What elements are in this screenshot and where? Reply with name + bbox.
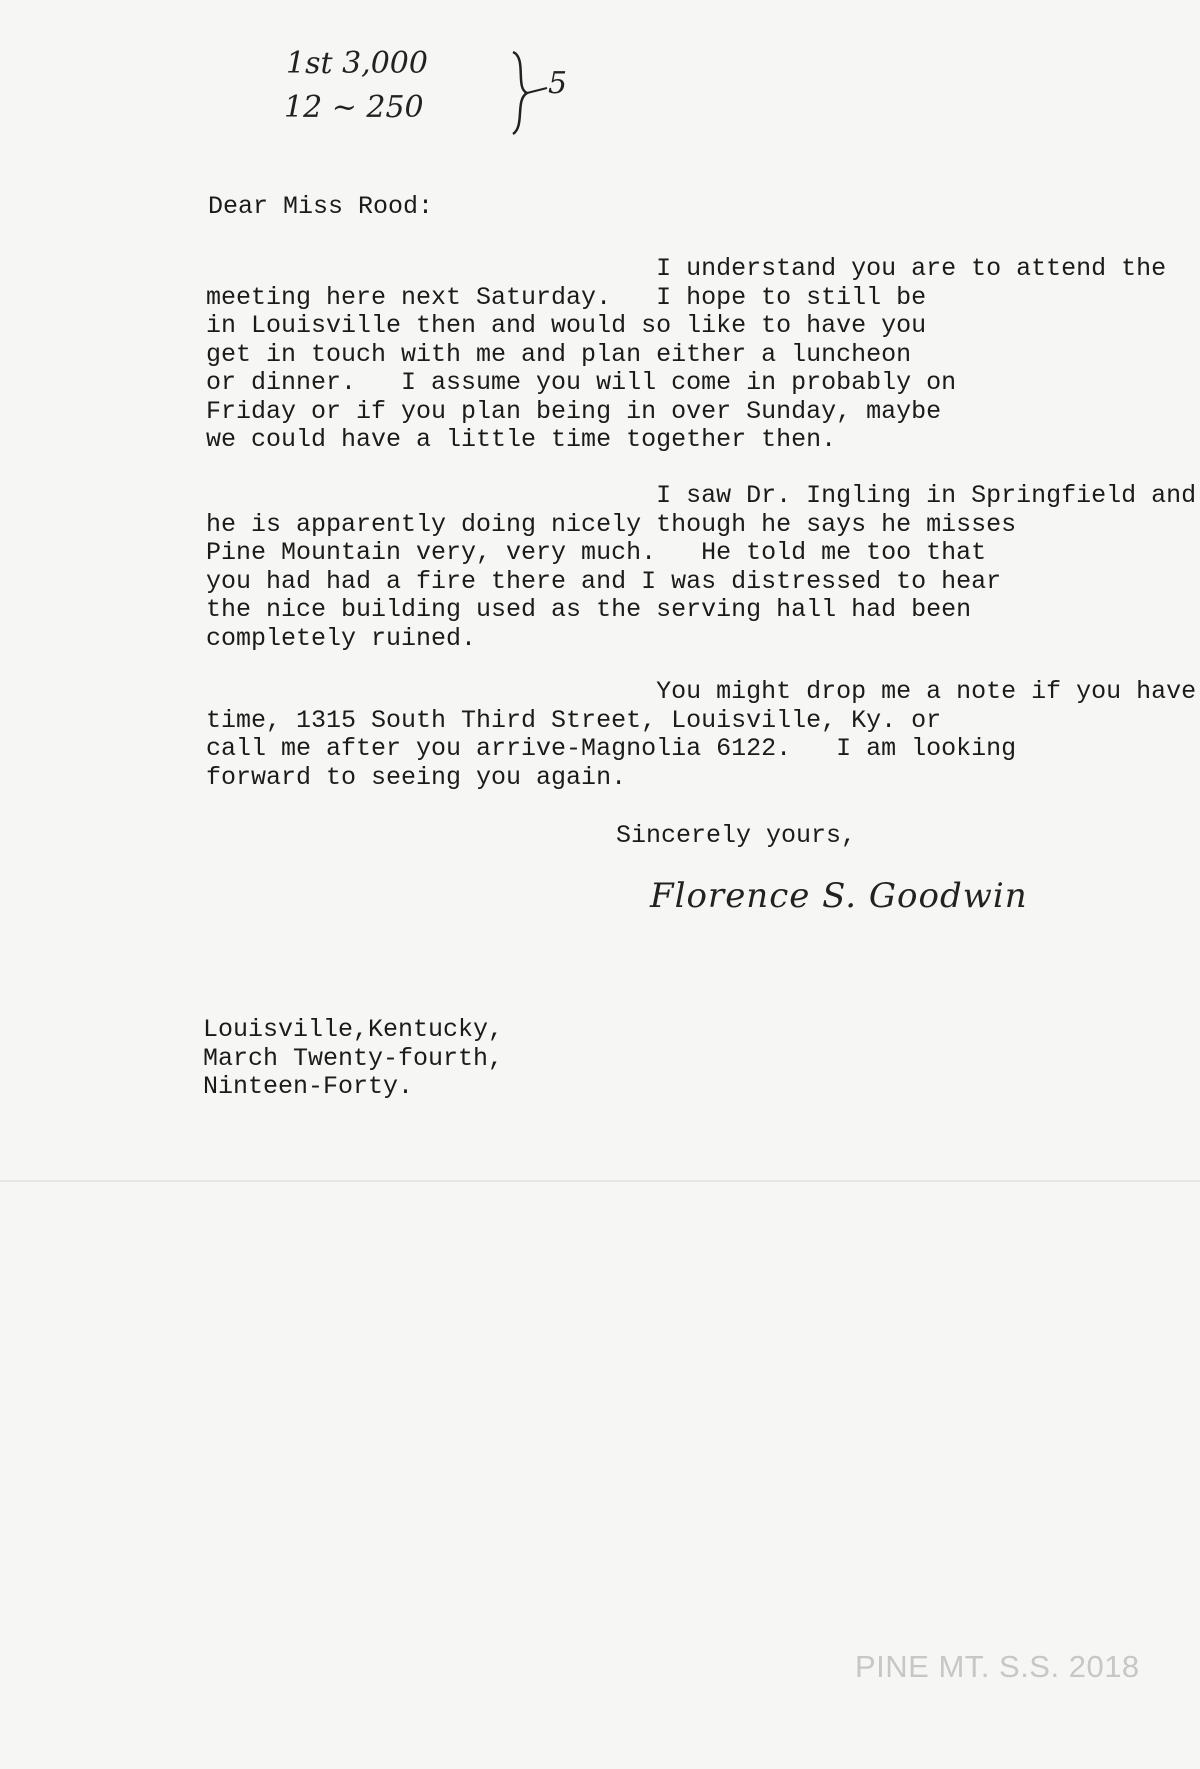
place-and-date: Louisville,Kentucky, March Twenty-fourth, Ninteen-Forty. bbox=[203, 1015, 504, 1101]
signature: Florence S. Goodwin bbox=[650, 876, 1028, 916]
paragraph-1: I understand you are to attend the meeting here next Saturday. I hope to still be in Louisville then and would so like to have you get in touch with me and plan either a luncheon or dinner. I assume you will come in probably on Friday or if you plan being in over Sunday, maybe we could have a little time together then. bbox=[206, 254, 1167, 454]
paragraph-3: You might drop me a note if you have time, 1315 South Third Street, Louisville, Ky. or call me after you arrive-Magnolia 6122. I am looking forward to seeing you again. bbox=[206, 677, 1197, 792]
margin-note-side: 5 bbox=[548, 66, 568, 101]
paper-fold-line bbox=[0, 1180, 1200, 1182]
salutation: Dear Miss Rood: bbox=[208, 192, 434, 221]
margin-note-line2: 12 ~ 250 bbox=[284, 90, 424, 125]
paragraph-2: I saw Dr. Ingling in Springfield and he is apparently doing nicely though he says he misses Pine Mountain very, very much. He told me too that you had had a fire there and I was distressed to hear the nice building used as the serving hall had been completely ruined. bbox=[206, 481, 1197, 653]
archive-watermark: PINE MT. S.S. 2018 bbox=[855, 1649, 1140, 1684]
margin-note-line1: 1st 3,000 bbox=[286, 46, 428, 81]
closing: Sincerely yours, bbox=[616, 821, 857, 850]
